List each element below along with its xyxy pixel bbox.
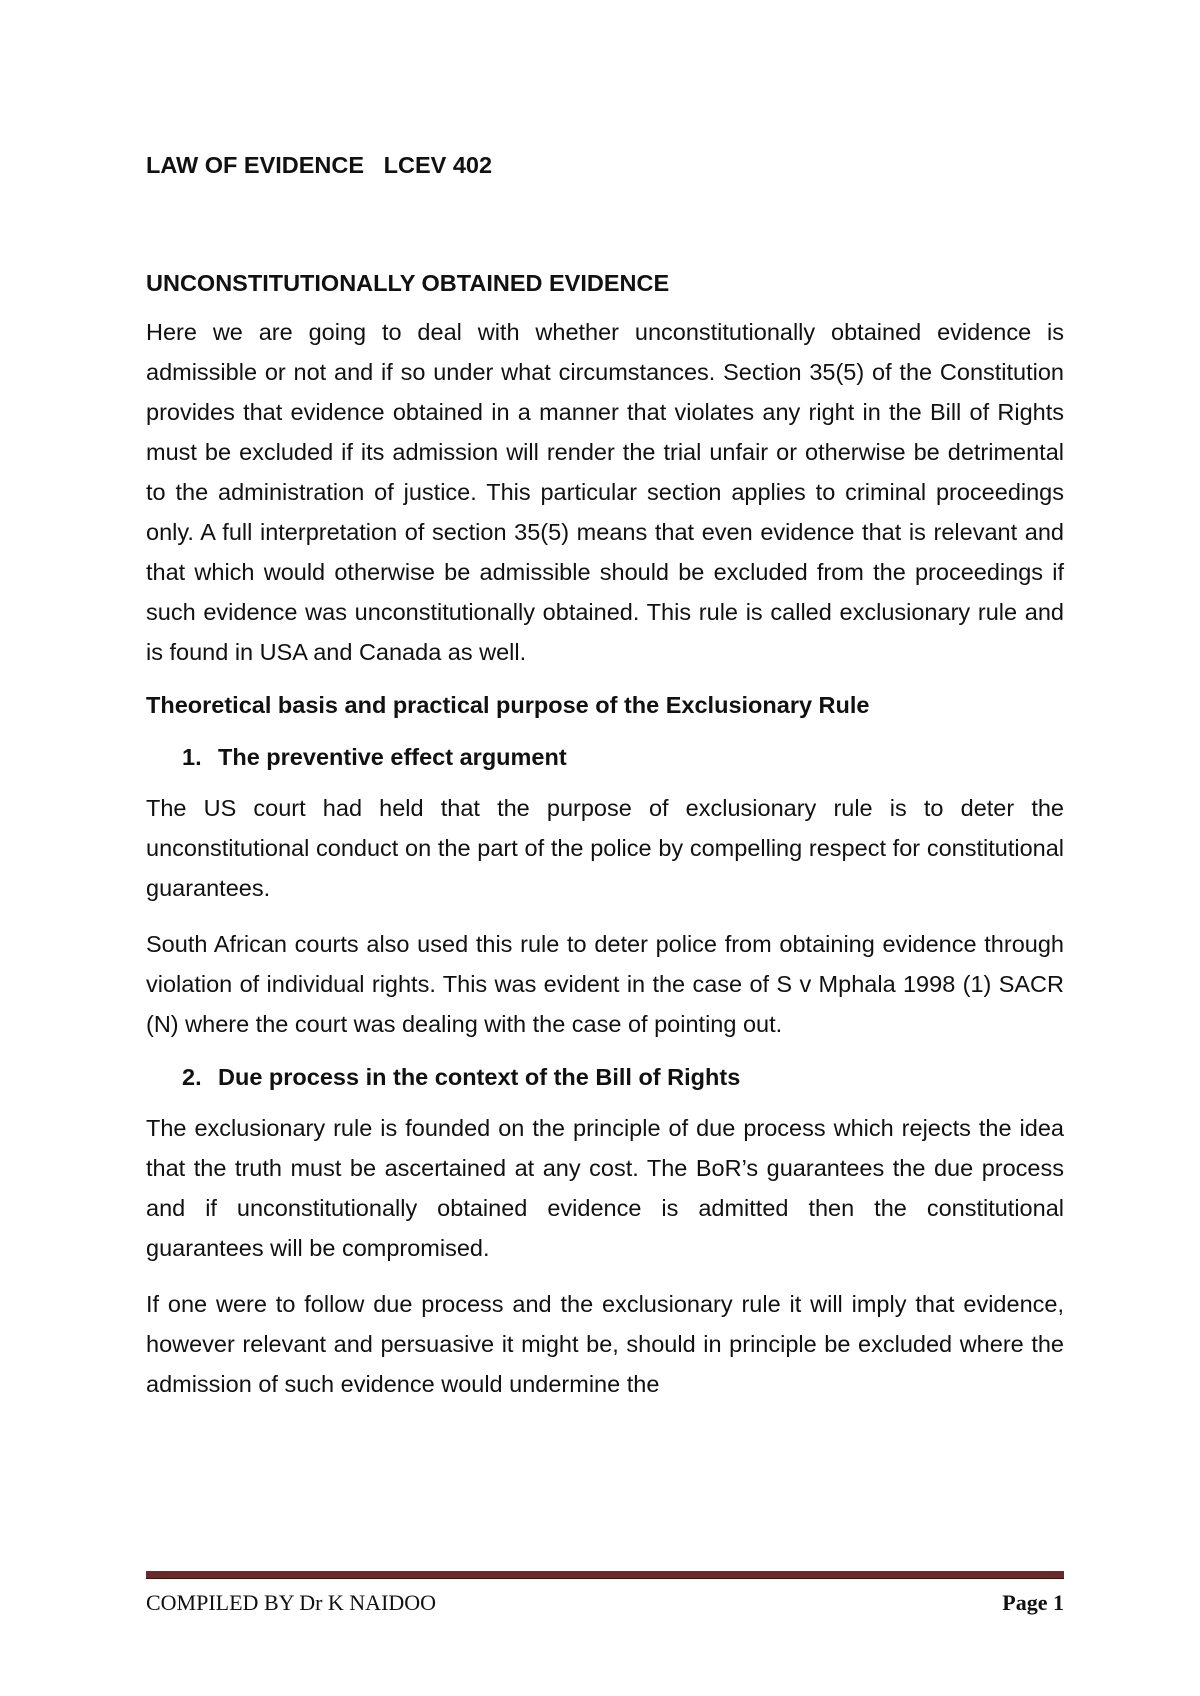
page-content <box>146 148 1064 1420</box>
subheading: Theoretical basis and practical purpose of the Exclusionary Rule <box>146 692 870 718</box>
intro-paragraph: Here we are going to deal with whether unconstitutionally obtained evidence is admissible or not and if so under what circumstances. Section 35(5) of the Constitution provides that evidence obtained in a manner that violates any right in the Bill of Rights must be excluded if its admission will render the trial unfair or otherwise be detrimental to the administration of justice. This particular section applies to criminal proceedings only. A full interpretation of section 35(5) means that even evidence that is relevant and that which would otherwise be admissible should be excluded from the proceedings if such evidence was unconstitutionally obtained. This rule is called exclusionary rule and is found in USA and Canada as well. <box>146 319 1064 665</box>
point-2-title: Due process in the context of the Bill of Rights <box>218 1064 741 1090</box>
point-1-title: The preventive effect argument <box>218 744 567 770</box>
footer-divider <box>146 1571 1064 1579</box>
document-title: LAW OF EVIDENCE LCEV 402 <box>146 152 493 178</box>
page-footer <box>146 1588 1064 1618</box>
point-1-heading <box>182 740 1064 774</box>
point-2-paragraph-1: The exclusionary rule is founded on the principle of due process which rejects the idea that the truth must be ascertained at any cost. The BoR’s guarantees the due process and if unconstitutionally obtained evidence is admitted then the constitutional guarantees will be compromised. <box>146 1115 1064 1261</box>
point-2-heading <box>182 1060 1064 1094</box>
point-1-number: 1. <box>182 744 202 770</box>
section-title: UNCONSTITUTIONALLY OBTAINED EVIDENCE <box>146 270 670 296</box>
page-number: Page 1 <box>1002 1590 1064 1615</box>
point-2-paragraph-2: If one were to follow due process and the exclusionary rule it will imply that evidence, however relevant and persuasive it might be, should in principle be excluded where the admission of such evidence would undermine the <box>146 1291 1064 1397</box>
point-2-number: 2. <box>182 1064 202 1090</box>
point-1-paragraph-2: South African courts also used this rule to deter police from obtaining evidence through violation of individual rights. This was evident in the case of S v Mphala 1998 (1) SACR (N) where the court was dealing with the case of pointing out. <box>146 931 1064 1037</box>
point-1-paragraph-1: The US court had held that the purpose of exclusionary rule is to deter the unconstitutional conduct on the part of the police by compelling respect for constitutional guarantees. <box>146 795 1064 901</box>
footer-compiled-by: COMPILED BY Dr K NAIDOO <box>146 1590 437 1615</box>
